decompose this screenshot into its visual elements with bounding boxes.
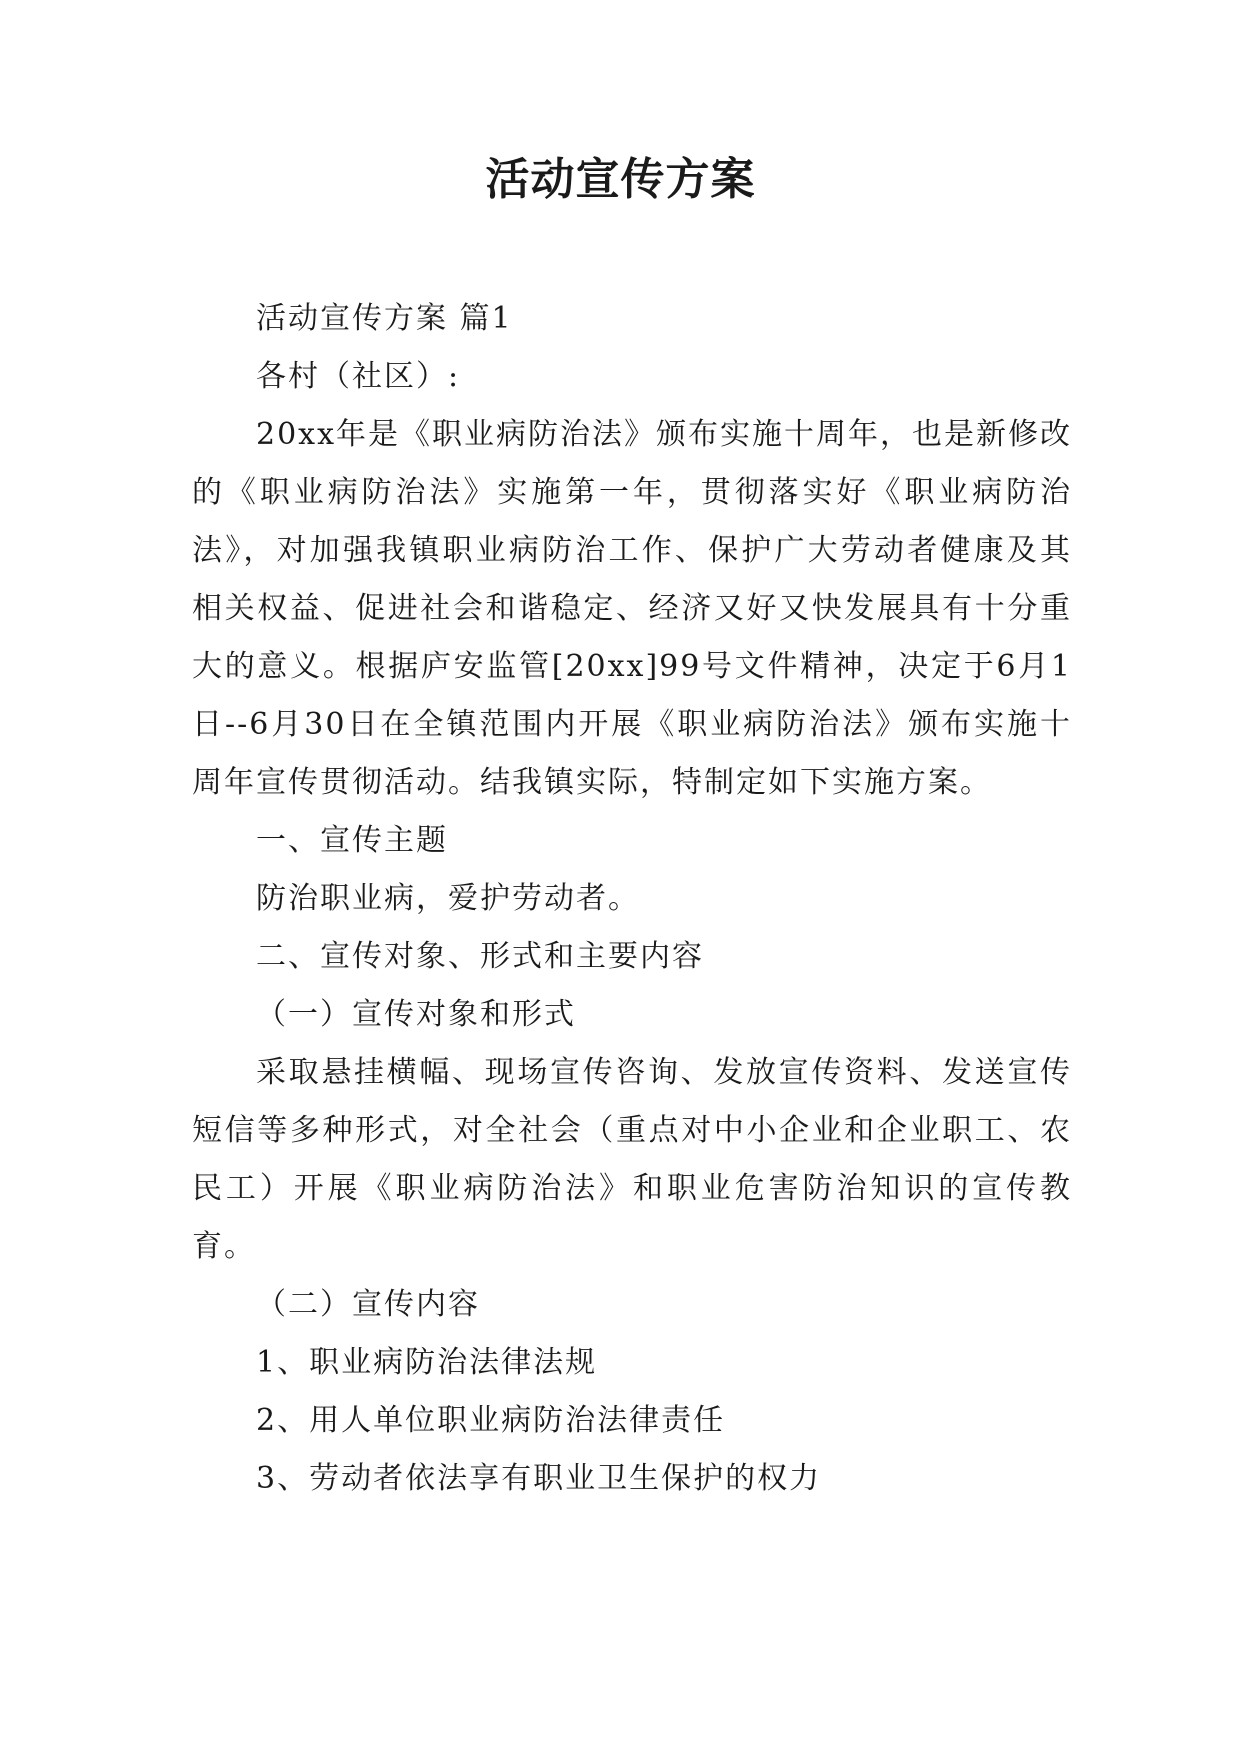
theme-text: 防治职业病，爱护劳动者。 [256, 881, 640, 916]
section-heading: 活动宣传方案 篇1 [256, 301, 513, 336]
salutation: 各村（社区）: [256, 359, 461, 394]
intro-paragraph: 20xx年是《职业病防治法》颁布实施十周年，也是新修改的《职业病防治法》实施第一年，贯彻落实好《职业病防治法》，对加强我镇职业病防治工作、保护广大劳动者健康及其相关权益、促进社会和谐稳定、经济又好又快发展具有十分重大的意义。根据庐安监管[20xx]99号文件精神，决定于6月1日--6月30日在全镇范围内开展《职业病防治法》颁布实施十周年宣传贯彻活动。结我镇实际，特制定如下实施方案。 [192, 417, 1073, 800]
list-item: 2、用人单位职业病防治法律责任 [256, 1403, 726, 1438]
document-body [192, 290, 1072, 1508]
subheading-content: （二）宣传内容 [256, 1287, 480, 1322]
list-item: 1、职业病防治法律法规 [256, 1345, 598, 1380]
list-item: 3、劳动者依法享有职业卫生保护的权力 [256, 1461, 822, 1496]
forms-paragraph: 采取悬挂横幅、现场宣传咨询、发放宣传资料、发送宣传短信等多种形式，对全社会（重点对中小企业和企业职工、农民工）开展《职业病防治法》和职业危害防治知识的宣传教育。 [192, 1055, 1072, 1264]
heading-targets: 二、宣传对象、形式和主要内容 [256, 939, 704, 974]
heading-theme: 一、宣传主题 [256, 823, 448, 858]
subheading-targets-forms: （一）宣传对象和形式 [256, 997, 576, 1032]
document-title: 活动宣传方案 [485, 154, 756, 205]
